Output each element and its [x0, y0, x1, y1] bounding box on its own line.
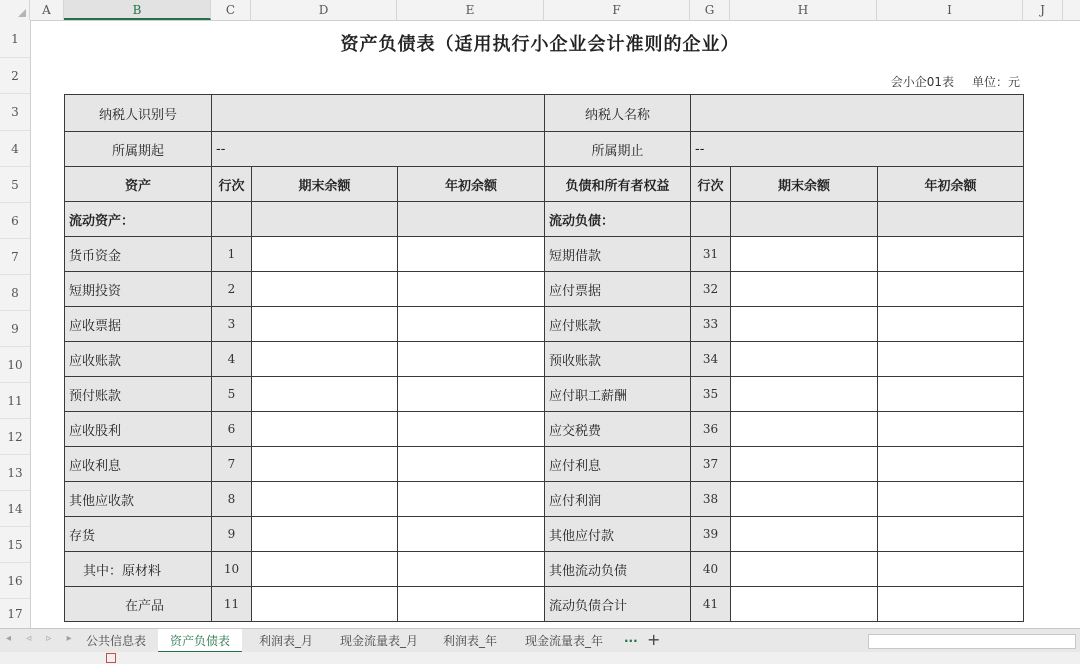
input-cell[interactable]: [731, 552, 878, 587]
column-header-g[interactable]: G: [690, 0, 730, 20]
input-cell[interactable]: [731, 237, 878, 272]
asset-row-no[interactable]: 7: [212, 447, 252, 482]
row-header[interactable]: 8: [0, 275, 30, 311]
table-cell[interactable]: [252, 202, 398, 237]
period-start-label[interactable]: 所属期起: [65, 132, 212, 167]
input-cell[interactable]: [731, 307, 878, 342]
liability-label[interactable]: 其他流动负债: [545, 552, 691, 587]
liability-label[interactable]: 应付职工薪酬: [545, 377, 691, 412]
input-cell[interactable]: [731, 482, 878, 517]
input-cell[interactable]: [731, 447, 878, 482]
asset-row-no[interactable]: 9: [212, 517, 252, 552]
row-header[interactable]: 5: [0, 167, 30, 203]
table-row: [65, 517, 1024, 552]
input-cell[interactable]: [731, 342, 878, 377]
input-cell[interactable]: [252, 342, 398, 377]
asset-label[interactable]: 应收利息: [65, 447, 212, 482]
select-all-corner[interactable]: [0, 0, 30, 20]
input-cell[interactable]: [398, 342, 545, 377]
liability-row-no[interactable]: 36: [691, 412, 731, 447]
table-cell[interactable]: [878, 202, 1024, 237]
taxpayer-id-cell[interactable]: [212, 95, 545, 132]
row-header[interactable]: 9: [0, 311, 30, 347]
row-header[interactable]: 4: [0, 131, 30, 167]
input-cell[interactable]: [398, 517, 545, 552]
input-cell[interactable]: [252, 517, 398, 552]
asset-row-no[interactable]: 5: [212, 377, 252, 412]
tab-cashflow-yearly[interactable]: 现金流量表_年: [525, 634, 604, 648]
asset-label[interactable]: 应收账款: [65, 342, 212, 377]
row-header[interactable]: 11: [0, 383, 30, 419]
section-current-assets[interactable]: 流动资产：: [65, 202, 212, 237]
table-row: [65, 237, 1024, 272]
asset-label[interactable]: 其他应收款: [65, 482, 212, 517]
col-header-end-balance[interactable]: 期末余额: [252, 167, 398, 202]
form-code[interactable]: 会小企01表: [890, 75, 954, 89]
liability-row-no[interactable]: 39: [691, 517, 731, 552]
row-header-bar: [0, 20, 31, 630]
input-cell[interactable]: [731, 517, 878, 552]
row-header[interactable]: 2: [0, 58, 30, 94]
asset-label[interactable]: 预付账款: [65, 377, 212, 412]
table-cell[interactable]: [691, 202, 731, 237]
col-header-row-no[interactable]: 行次: [212, 167, 252, 202]
column-header-h[interactable]: H: [730, 0, 877, 20]
col-header-row-no[interactable]: 行次: [691, 167, 731, 202]
input-cell[interactable]: [252, 272, 398, 307]
asset-label[interactable]: 货币资金: [65, 237, 212, 272]
table-row: [65, 447, 1024, 482]
liability-label[interactable]: 应付利息: [545, 447, 691, 482]
input-cell[interactable]: [398, 587, 545, 622]
sheet-title[interactable]: 资产负债表（适用执行小企业会计准则的企业）: [340, 34, 740, 55]
taxpayer-name-label[interactable]: 纳税人名称: [545, 95, 691, 132]
liability-label[interactable]: 预收账款: [545, 342, 691, 377]
table-row: [65, 377, 1024, 412]
row-header[interactable]: 14: [0, 491, 30, 527]
column-header-i[interactable]: I: [877, 0, 1023, 20]
table-row: [65, 412, 1024, 447]
row-header[interactable]: 6: [0, 203, 30, 239]
row-header[interactable]: 10: [0, 347, 30, 383]
liability-row-no[interactable]: 41: [691, 587, 731, 622]
input-cell[interactable]: [252, 377, 398, 412]
input-cell[interactable]: [398, 377, 545, 412]
input-cell[interactable]: [878, 552, 1024, 587]
col-header-begin-balance[interactable]: 年初余额: [878, 167, 1024, 202]
row-header[interactable]: 17: [0, 599, 30, 630]
liability-label[interactable]: 应付利润: [545, 482, 691, 517]
liability-row-no[interactable]: 31: [691, 237, 731, 272]
liability-label[interactable]: 短期借款: [545, 237, 691, 272]
taxpayer-name-cell[interactable]: [691, 95, 1024, 132]
tab-balance-sheet[interactable]: 资产负债表: [158, 629, 242, 653]
input-cell[interactable]: [731, 272, 878, 307]
liability-row-no[interactable]: 33: [691, 307, 731, 342]
input-cell[interactable]: [252, 307, 398, 342]
column-header-c[interactable]: C: [211, 0, 251, 20]
column-header-e[interactable]: E: [397, 0, 544, 20]
column-header-b[interactable]: B: [64, 0, 211, 20]
tab-income-yearly[interactable]: 利润表_年: [443, 634, 498, 648]
macro-record-icon[interactable]: [106, 653, 116, 663]
input-cell[interactable]: [878, 482, 1024, 517]
asset-row-no[interactable]: 11: [212, 587, 252, 622]
table-row: [65, 587, 1024, 622]
input-cell[interactable]: [731, 587, 878, 622]
table-row: [65, 342, 1024, 377]
taxpayer-id-label[interactable]: 纳税人识别号: [65, 95, 212, 132]
table-row: [65, 552, 1024, 587]
input-cell[interactable]: [252, 587, 398, 622]
table-row: [65, 307, 1024, 342]
table-row: [65, 202, 1024, 237]
input-cell[interactable]: [878, 342, 1024, 377]
input-cell[interactable]: [252, 237, 398, 272]
row-header[interactable]: 12: [0, 419, 30, 455]
input-cell[interactable]: [398, 447, 545, 482]
table-row: [65, 132, 1024, 167]
table-cell[interactable]: [398, 202, 545, 237]
asset-row-no[interactable]: 4: [212, 342, 252, 377]
asset-row-no[interactable]: 3: [212, 307, 252, 342]
input-cell[interactable]: [398, 482, 545, 517]
tab-cashflow-monthly[interactable]: 现金流量表_月: [340, 634, 419, 648]
liability-row-no[interactable]: 40: [691, 552, 731, 587]
row-header[interactable]: 15: [0, 527, 30, 563]
column-header-bar: [0, 0, 1080, 21]
input-cell[interactable]: [878, 517, 1024, 552]
tab-income-monthly[interactable]: 利润表_月: [259, 634, 314, 648]
balance-sheet-table: [64, 94, 1024, 622]
asset-label[interactable]: 存货: [65, 517, 212, 552]
liability-row-no[interactable]: 37: [691, 447, 731, 482]
table-cell[interactable]: [212, 202, 252, 237]
col-header-begin-balance[interactable]: 年初余额: [398, 167, 545, 202]
input-cell[interactable]: [398, 412, 545, 447]
more-tabs-icon[interactable]: ···: [624, 634, 638, 648]
input-cell[interactable]: [878, 377, 1024, 412]
liability-label[interactable]: 应付票据: [545, 272, 691, 307]
table-row: [65, 167, 1024, 202]
asset-label[interactable]: 短期投资: [65, 272, 212, 307]
asset-label[interactable]: 在产品: [65, 587, 212, 622]
section-current-liabilities[interactable]: 流动负债：: [545, 202, 691, 237]
liability-label[interactable]: 应交税费: [545, 412, 691, 447]
row-header[interactable]: 1: [0, 20, 30, 58]
table-cell[interactable]: [731, 202, 878, 237]
asset-label[interactable]: 其中：原材料: [65, 552, 212, 587]
input-cell[interactable]: [252, 552, 398, 587]
liability-row-no[interactable]: 38: [691, 482, 731, 517]
table-row: [65, 95, 1024, 132]
input-cell[interactable]: [398, 552, 545, 587]
liability-row-no[interactable]: 35: [691, 377, 731, 412]
column-header-f[interactable]: F: [544, 0, 690, 20]
horizontal-scrollbar[interactable]: [868, 634, 1076, 649]
input-cell[interactable]: [398, 237, 545, 272]
asset-label[interactable]: 应收股利: [65, 412, 212, 447]
column-header-a[interactable]: A: [30, 0, 64, 20]
liability-row-no[interactable]: 32: [691, 272, 731, 307]
tab-public-info[interactable]: 公共信息表: [86, 634, 147, 648]
add-sheet-icon[interactable]: +: [647, 630, 661, 649]
input-cell[interactable]: [252, 482, 398, 517]
sheet-nav-arrows[interactable]: ◂ ◃ ▹ ▸: [6, 633, 78, 644]
row-header[interactable]: 16: [0, 563, 30, 599]
input-cell[interactable]: [878, 307, 1024, 342]
input-cell[interactable]: [878, 587, 1024, 622]
asset-row-no[interactable]: 1: [212, 237, 252, 272]
unit-label[interactable]: 单位：元: [971, 75, 1020, 89]
period-end-label[interactable]: 所属期止: [545, 132, 691, 167]
period-end-cell[interactable]: --: [691, 132, 1024, 167]
column-header-j[interactable]: J: [1023, 0, 1063, 20]
asset-row-no[interactable]: 2: [212, 272, 252, 307]
asset-row-no[interactable]: 8: [212, 482, 252, 517]
row-header[interactable]: 13: [0, 455, 30, 491]
liability-label[interactable]: 其他应付款: [545, 517, 691, 552]
row-header[interactable]: 7: [0, 239, 30, 275]
status-bar: [0, 652, 1080, 664]
column-header-d[interactable]: D: [251, 0, 397, 20]
col-header-liabilities[interactable]: 负债和所有者权益: [545, 167, 691, 202]
input-cell[interactable]: [878, 447, 1024, 482]
col-header-asset[interactable]: 资产: [65, 167, 212, 202]
input-cell[interactable]: [398, 272, 545, 307]
table-row: [65, 482, 1024, 517]
input-cell[interactable]: [878, 237, 1024, 272]
asset-label[interactable]: 应收票据: [65, 307, 212, 342]
liability-row-no[interactable]: 34: [691, 342, 731, 377]
input-cell[interactable]: [878, 412, 1024, 447]
asset-row-no[interactable]: 6: [212, 412, 252, 447]
table-row: [65, 272, 1024, 307]
input-cell[interactable]: [398, 307, 545, 342]
input-cell[interactable]: [731, 377, 878, 412]
sheet-tab-bar: [0, 628, 1080, 653]
form-meta: [873, 73, 1020, 90]
asset-row-no[interactable]: 10: [212, 552, 252, 587]
liability-label[interactable]: 应付账款: [545, 307, 691, 342]
liability-label[interactable]: 流动负债合计: [545, 587, 691, 622]
col-header-end-balance[interactable]: 期末余额: [731, 167, 878, 202]
input-cell[interactable]: [252, 447, 398, 482]
input-cell[interactable]: [731, 412, 878, 447]
period-start-cell[interactable]: --: [212, 132, 545, 167]
input-cell[interactable]: [252, 412, 398, 447]
row-header[interactable]: 3: [0, 94, 30, 131]
input-cell[interactable]: [878, 272, 1024, 307]
